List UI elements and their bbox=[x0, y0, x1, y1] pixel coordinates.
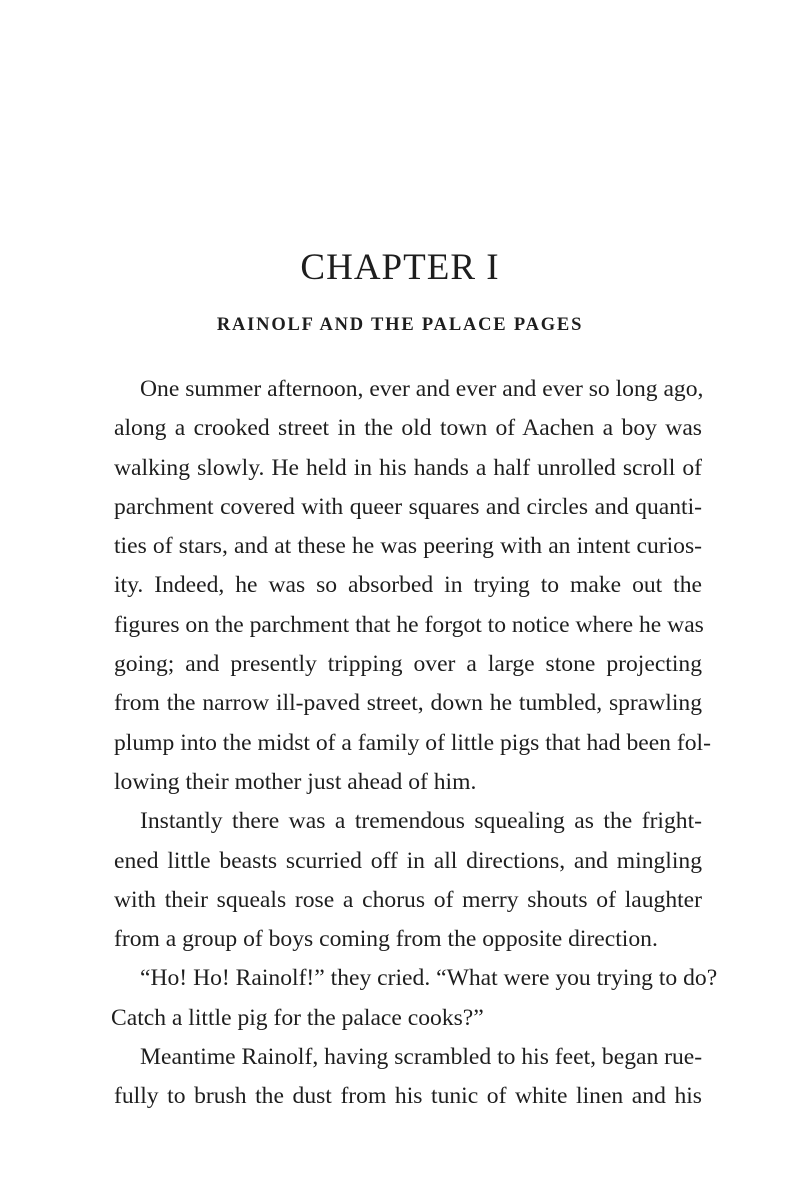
text-line: One summer afternoon, ever and ever and ever so long ago, bbox=[140, 376, 704, 402]
text-line: ened little beasts scurried off in all directions, and mingling bbox=[114, 847, 702, 874]
text-line: Catch a little pig for the palace cooks?” bbox=[111, 1004, 484, 1031]
text-line: lowing their mother just ahead of him. bbox=[114, 768, 477, 795]
chapter-subtitle: RAINOLF AND THE PALACE PAGES bbox=[216, 315, 584, 335]
text-line: plump into the midst of a family of little pigs that had been fol- bbox=[114, 729, 711, 756]
text-line: figures on the parchment that he forgot to notice where he was bbox=[114, 611, 704, 638]
text-line: ity. Indeed, he was so absorbed in trying to make out the bbox=[114, 572, 702, 599]
text-line: Meantime Rainolf, having scrambled to his feet, began rue- bbox=[140, 1044, 703, 1071]
text-line: going; and presently tripping over a large stone projecting bbox=[114, 651, 702, 678]
text-line: “Ho! Ho! Rainolf!” they cried. “What were you trying to do? bbox=[140, 965, 718, 992]
text-line: with their squeals rose a chorus of merry shouts of laughter bbox=[114, 886, 702, 913]
text-line: walking slowly. He held in his hands a half unrolled scroll of bbox=[114, 454, 702, 481]
text-line: ties of stars, and at these he was peering with an intent curios- bbox=[114, 533, 702, 560]
text-line: from a group of boys coming from the opposite direction. bbox=[114, 926, 658, 953]
text-line: parchment covered with queer squares and circles and quanti- bbox=[114, 493, 702, 520]
text-line: Instantly there was a tremendous squealing as the fright- bbox=[140, 808, 702, 835]
text-line: along a crooked street in the old town of Aachen a boy was bbox=[114, 415, 702, 442]
text-line: fully to brush the dust from his tunic of white linen and his bbox=[114, 1083, 702, 1110]
body-text bbox=[111, 370, 718, 1117]
text-line: from the narrow ill-paved street, down he tumbled, sprawling bbox=[114, 690, 702, 717]
chapter-title: CHAPTER I bbox=[300, 247, 500, 288]
